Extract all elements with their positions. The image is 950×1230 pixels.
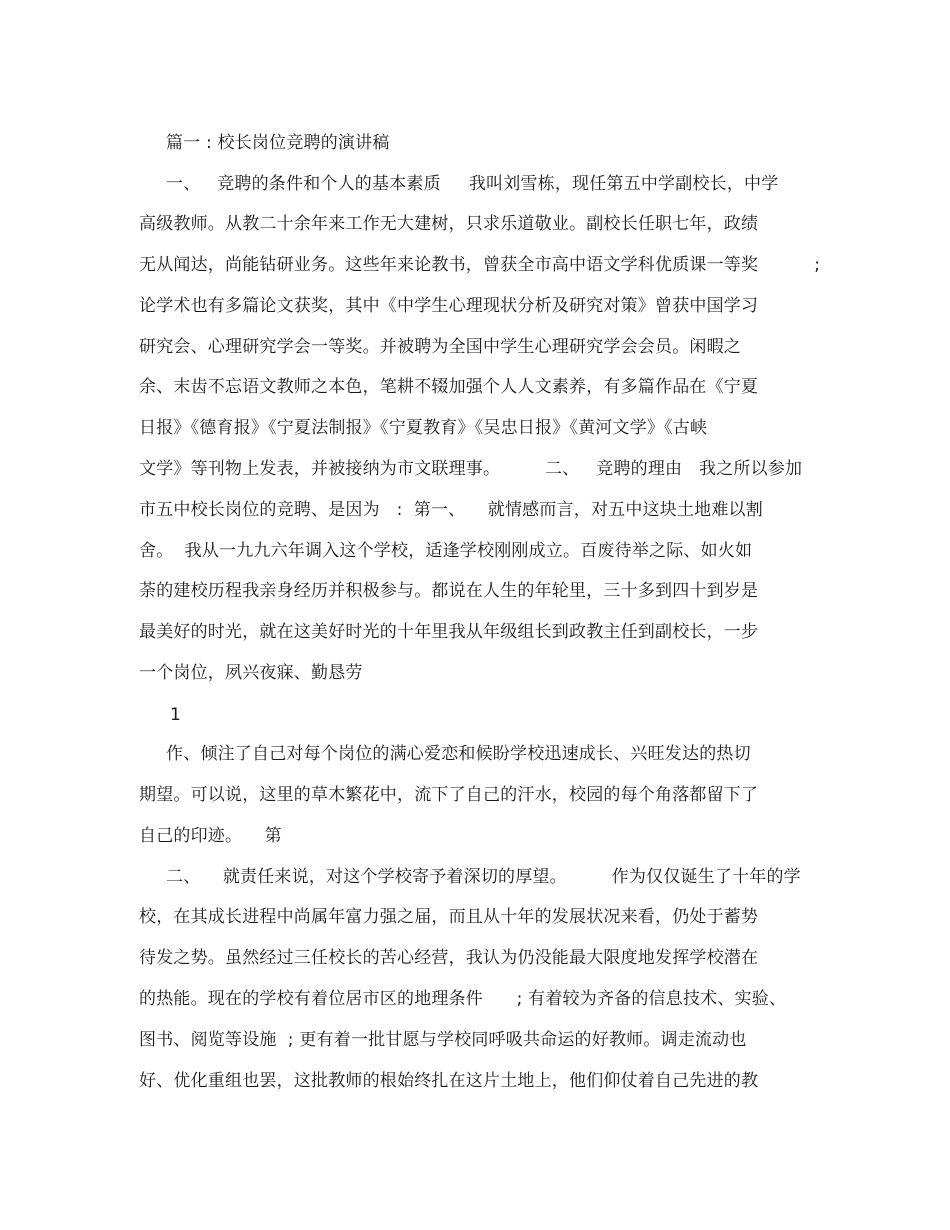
paragraph-line: 图书、阅览等设施 ; 更有着一批甘愿与学校同呼吸共命运的好教师。调走流动也 [139, 1030, 747, 1050]
paragraph-line: 高级教师。从教二十余年来工作无大建树，只求乐道敬业。副校长任职七年，政绩 [139, 214, 759, 234]
paragraph-line: 最美好的时光，就在这美好时光的十年里我从年级组长到政教主任到副校长，一步 [139, 622, 759, 642]
paragraph-line: 舍。 我从一九九六年调入这个学校，适逢学校刚刚成立。百废待举之际、如火如 [139, 541, 753, 561]
page-number: 1 [170, 705, 181, 725]
paragraph-line: 市五中校长岗位的竞聘、是因为 : 第一、 就情感而言，对五中这块土地难以割 [139, 500, 763, 520]
paragraph-line: 的热能。现在的学校有着位居市区的地理条件 ; 有着较为齐备的信息技术、实验、 [139, 989, 787, 1009]
paragraph-line: 荼的建校历程我亲身经历并积极参与。都说在人生的年轮里，三十多到四十到岁是 [139, 581, 759, 601]
paragraph-line: 论学术也有多篇论文获奖，其中《中学生心理现状分析及研究对策》曾获中国学习 [139, 296, 759, 316]
paragraph-line: 好、优化重组也罢，这批教师的根始终扎在这片土地上，他们仰仗着自己先进的教 [139, 1071, 759, 1091]
paragraph-line: 作、倾注了自己对每个岗位的满心爱恋和候盼学校迅速成长、兴旺发达的热切 [166, 744, 751, 764]
paragraph-line: 二、 就责任来说，对这个学校寄予着深切的厚望。 作为仅仅诞生了十年的学 [166, 867, 801, 887]
paragraph-line: 文学》等刊物上发表，并被接纳为市文联理事。 二、 竞聘的理由 我之所以参加 [139, 459, 803, 479]
paragraph-line: 无从闻达，尚能钻研业务。这些年来论教书，曾获全市高中语文学科优质课一等奖 ; [139, 255, 821, 275]
paragraph-line: 期望。可以说，这里的草木繁花中，流下了自己的汗水，校园的每个角落都留下了 [139, 785, 759, 805]
paragraph-line: 待发之势。虽然经过三任校长的苦心经营，我认为仍没能最大限度地发挥学校潜在 [139, 948, 759, 968]
paragraph-line: 自己的印迹。 第 [139, 826, 282, 846]
paragraph-line: 研究会、心理研究学会一等奖。并被聘为全国中学生心理研究学会会员。闲暇之 [139, 337, 741, 357]
paragraph-line: 余、末齿不忘语文教师之本色，笔耕不辍加强个人人文素养，有多篇作品在《宁夏 [139, 377, 759, 397]
paragraph-line: 一个岗位，夙兴夜寐、勤恳劳 [139, 663, 363, 683]
paragraph-line: 日报》《德育报》《宁夏法制报》《宁夏教育》《吴忠日报》《黄河文学》《古峡 [139, 418, 708, 438]
paragraph-line: 一、 竞聘的条件和个人的基本素质 我叫刘雪栋，现任第五中学副校长，中学 [166, 174, 779, 194]
paragraph-line: 校，在其成长进程中尚属年富力强之届，而且从十年的发展状况来看，仍处于蓄势 [139, 907, 759, 927]
document-title: 篇一 : 校长岗位竞聘的演讲稿 [166, 133, 390, 153]
